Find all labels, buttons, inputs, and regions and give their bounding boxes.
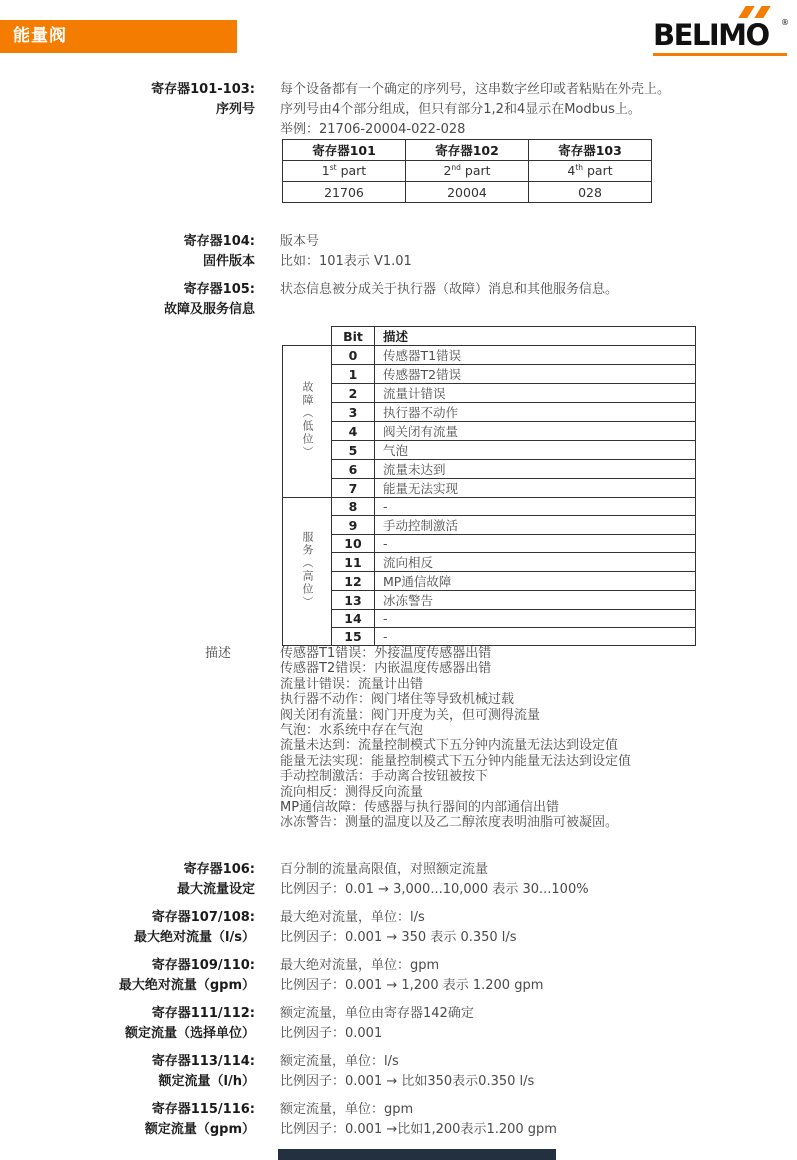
bit-number: 5	[332, 441, 375, 460]
reg107-label-line2: 最大绝对流量（l/s）	[134, 930, 255, 945]
desc-line: 能量无法实现：能量控制模式下五分钟内能量无法达到设定值	[280, 753, 632, 769]
table-row	[283, 346, 696, 365]
table-row	[283, 384, 696, 403]
serial-part-cell	[283, 161, 406, 182]
part-number: 4	[567, 163, 576, 179]
table-row	[283, 182, 652, 203]
desc-line: 冰冻警告：测量的温度以及乙二醇浓度表明油脂可被凝固。	[280, 815, 619, 831]
bit-col-header: Bit	[332, 327, 375, 346]
serial-number-table	[282, 139, 652, 203]
bit-number: 8	[332, 498, 375, 516]
table-row	[283, 591, 696, 610]
belimo-logo	[653, 6, 787, 56]
bit-desc: -	[375, 498, 696, 516]
bit-number: 1	[332, 365, 375, 384]
reg115-text-line1: 额定流量，单位：gpm	[280, 1102, 414, 1117]
serial-part-cell	[529, 161, 652, 182]
reg104-label	[0, 232, 255, 272]
desc-label-text: 描述	[204, 646, 231, 661]
reg104-label-line1: 寄存器104:	[183, 234, 255, 249]
desc-col-header: 描述	[375, 327, 696, 346]
reg111-label-line1: 寄存器111/112:	[151, 1006, 255, 1021]
reg101-label-line1: 寄存器101-103:	[151, 82, 255, 97]
desc-label	[0, 646, 255, 661]
reg109-label-line2: 最大绝对流量（gpm）	[118, 978, 255, 993]
bit-desc: MP通信故障	[375, 572, 696, 591]
bit-desc: 传感器T1错误	[375, 346, 696, 365]
bit-number: 0	[332, 346, 375, 365]
bit-desc: -	[375, 535, 696, 553]
part-ordinal: nd	[451, 163, 461, 173]
bit-number: 3	[332, 403, 375, 422]
desc-line: 气泡：水系统中存在气泡	[280, 723, 424, 739]
page-title: 能量阀	[13, 26, 67, 46]
bit-number: 9	[332, 516, 375, 535]
reg111-label-line2: 额定流量（选择单位）	[124, 1026, 255, 1041]
table-row	[283, 628, 696, 646]
serial-col-header: 寄存器101	[283, 140, 406, 161]
desc-line: MP通信故障：传感器与执行器间的内部通信出错	[280, 800, 560, 816]
table-row	[283, 516, 696, 535]
reg107-text-line1: 最大绝对流量，单位：l/s	[280, 910, 425, 925]
reg115-text-line2: 比例因子：0.001 →比如1,200表示1.200 gpm	[280, 1122, 557, 1137]
part-word: part	[460, 163, 491, 179]
reg101-text-line2: 序列号由4个部分组成，但只有部分1,2和4显示在Modbus上。	[280, 102, 641, 117]
reg107-text-line2: 比例因子：0.001 → 350 表示 0.350 l/s	[280, 930, 517, 945]
bit-desc: 流量未达到	[375, 460, 696, 479]
reg115-body	[280, 1100, 780, 1140]
table-row	[283, 422, 696, 441]
reg106-text-line2: 比例因子：0.01 → 3,000...10,000 表示 30...100%	[280, 882, 589, 897]
part-word: part	[336, 163, 367, 179]
desc-line: 执行器不动作：阀门堵住等导致机械过载	[280, 692, 515, 708]
reg107-label-line1: 寄存器107/108:	[151, 910, 255, 925]
reg101-text-line3: 举例：21706-20004-022-028	[280, 122, 466, 137]
desc-line: 传感器T1错误：外接温度传感器出错	[280, 646, 492, 661]
service-group-label: 服务（高位）	[301, 531, 314, 609]
reg109-text-line2: 比例因子：0.001 → 1,200 表示 1.200 gpm	[280, 978, 544, 993]
reg111-label	[0, 1004, 255, 1044]
reg113-body	[280, 1052, 780, 1092]
reg107-label	[0, 908, 255, 948]
table-row	[283, 572, 696, 591]
reg106-label	[0, 860, 255, 900]
reg111-text-line1: 额定流量，单位由寄存器142确定	[280, 1006, 474, 1021]
reg113-label-line1: 寄存器113/114:	[151, 1054, 255, 1069]
table-row	[283, 553, 696, 572]
table-row	[283, 365, 696, 384]
bit-number: 15	[332, 628, 375, 646]
reg109-label	[0, 956, 255, 996]
part-word: part	[583, 163, 613, 179]
part-ordinal: st	[329, 163, 337, 173]
reg113-text-line2: 比例因子：0.001 → 比如350表示0.350 l/s	[280, 1074, 535, 1089]
bit-desc: 传感器T2错误	[375, 365, 696, 384]
desc-line: 流量未达到：流量控制模式下五分钟内流量无法达到设定值	[280, 738, 619, 754]
table-row	[283, 460, 696, 479]
bit-desc: 阀关闭有流量	[375, 422, 696, 441]
logo-underline	[653, 53, 787, 56]
reg113-text-line1: 额定流量，单位：l/s	[280, 1054, 399, 1069]
bit-number: 4	[332, 422, 375, 441]
table-row	[283, 610, 696, 628]
cutoff-table-row	[278, 1149, 556, 1160]
reg104-text-line2: 比如：101表示 V1.01	[280, 254, 412, 269]
registered-mark: ®	[781, 18, 789, 27]
bit-desc: 能量无法实现	[375, 479, 696, 498]
reg106-text-line1: 百分制的流量高限值，对照额定流量	[280, 862, 489, 877]
bit-desc: 流量计错误	[375, 384, 696, 403]
fault-group-label: 故障（低位）	[301, 381, 314, 459]
bit-desc: -	[375, 610, 696, 628]
reg105-body	[280, 280, 780, 300]
reg107-body	[280, 908, 780, 948]
reg111-text-line2: 比例因子：0.001	[280, 1026, 383, 1041]
reg104-body	[280, 232, 780, 272]
part-number: 2	[443, 163, 452, 179]
reg106-label-line2: 最大流量设定	[176, 882, 255, 897]
bit-number: 11	[332, 553, 375, 572]
status-bit-table	[282, 326, 696, 646]
desc-line: 手动控制激活：手动离合按钮被按下	[280, 769, 489, 785]
serial-part-cell	[406, 161, 529, 182]
reg115-label-line2: 额定流量（gpm）	[144, 1122, 255, 1137]
reg106-label-line1: 寄存器106:	[183, 862, 255, 877]
reg104-text-line1: 版本号	[280, 234, 320, 249]
bit-number: 7	[332, 479, 375, 498]
desc-line: 流量计错误：流量计出错	[280, 676, 424, 692]
page-title-banner	[0, 20, 237, 53]
desc-body	[280, 646, 790, 831]
reg101-label	[0, 80, 255, 120]
serial-col-header: 寄存器102	[406, 140, 529, 161]
bit-number: 6	[332, 460, 375, 479]
reg115-label-line1: 寄存器115/116:	[151, 1102, 255, 1117]
bit-desc: 冰冻警告	[375, 591, 696, 610]
logo-slash-icon	[754, 6, 770, 18]
desc-line: 流向相反：测得反向流量	[280, 784, 424, 800]
logo-slash-icon	[738, 6, 754, 18]
reg113-label-line2: 额定流量（l/h）	[158, 1074, 255, 1089]
reg101-label-line2: 序列号	[215, 102, 255, 117]
reg105-text-line1: 状态信息被分成关于执行器（故障）消息和其他服务信息。	[280, 282, 619, 297]
serial-value-cell: 21706	[283, 182, 406, 203]
reg105-label-line2: 故障及服务信息	[163, 302, 255, 317]
reg105-label	[0, 280, 255, 320]
bit-number: 14	[332, 610, 375, 628]
fault-group-cell	[283, 346, 332, 498]
reg104-label-line2: 固件版本	[202, 254, 255, 269]
desc-line: 传感器T2错误：内嵌温度传感器出错	[280, 661, 492, 677]
table-row	[283, 403, 696, 422]
part-number: 1	[321, 163, 330, 179]
reg105-label-line1: 寄存器105:	[183, 282, 255, 297]
reg109-text-line1: 最大绝对流量，单位：gpm	[280, 958, 440, 973]
bit-desc: -	[375, 628, 696, 646]
reg101-text-line1: 每个设备都有一个确定的序列号，这串数字丝印或者粘贴在外壳上。	[280, 82, 671, 97]
desc-line: 阀关闭有流量：阀门开度为关，但可测得流量	[280, 707, 541, 723]
logo-wordmark: BELIMO	[653, 18, 769, 52]
table-row	[283, 327, 696, 346]
reg101-body	[280, 80, 780, 140]
serial-value-cell: 20004	[406, 182, 529, 203]
reg115-label	[0, 1100, 255, 1140]
table-row	[283, 479, 696, 498]
bit-desc: 手动控制激活	[375, 516, 696, 535]
bit-number: 12	[332, 572, 375, 591]
bit-desc: 气泡	[375, 441, 696, 460]
bit-number: 2	[332, 384, 375, 403]
bit-number: 13	[332, 591, 375, 610]
reg111-body	[280, 1004, 780, 1044]
table-row	[283, 140, 652, 161]
bit-number: 10	[332, 535, 375, 553]
bit-desc: 执行器不动作	[375, 403, 696, 422]
serial-col-header: 寄存器103	[529, 140, 652, 161]
table-row	[283, 161, 652, 182]
table-row	[283, 498, 696, 516]
reg106-body	[280, 860, 780, 900]
reg109-label-line1: 寄存器109/110:	[151, 958, 255, 973]
table-row	[283, 441, 696, 460]
reg113-label	[0, 1052, 255, 1092]
serial-value-cell: 028	[529, 182, 652, 203]
part-ordinal: th	[575, 163, 584, 173]
service-group-cell	[283, 498, 332, 646]
reg109-body	[280, 956, 780, 996]
empty-corner-cell	[283, 327, 332, 346]
bit-desc: 流向相反	[375, 553, 696, 572]
table-row	[283, 535, 696, 553]
